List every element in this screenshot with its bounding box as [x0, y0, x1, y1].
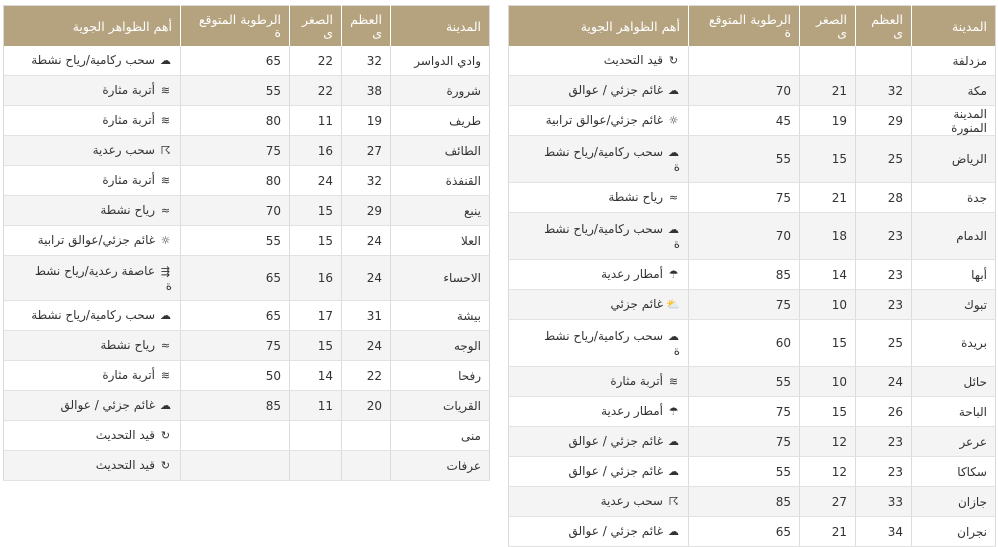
- table-row: [509, 290, 996, 320]
- weather-cell: [4, 196, 181, 226]
- min-temp-cell: 24: [290, 166, 342, 196]
- humidity-cell: 75: [689, 397, 800, 427]
- min-temp-cell: 15: [800, 136, 856, 183]
- weather-text: أتربة مثارة: [102, 368, 155, 382]
- header-max: العظم ى: [856, 6, 912, 47]
- table-row: [4, 391, 490, 421]
- storm-wind-icon: ⇶: [160, 264, 171, 278]
- humidity-cell: 70: [689, 213, 800, 260]
- min-temp-cell: 22: [290, 76, 342, 106]
- weather-cell: [4, 391, 181, 421]
- max-temp-cell: 24: [856, 367, 912, 397]
- haze-icon: ☁: [160, 399, 171, 412]
- table-row: [4, 256, 490, 301]
- min-temp-cell: [800, 46, 856, 76]
- dust-icon: ≋: [160, 114, 171, 127]
- city-cell: مزدلفة: [912, 46, 996, 76]
- weather-cell: [4, 106, 181, 136]
- city-cell: مكة: [912, 76, 996, 106]
- weather-text: سحب ركامية/رياح نشط ة: [544, 144, 680, 174]
- weather-text: قيد التحديث: [95, 458, 155, 472]
- dust-icon: ≋: [668, 375, 679, 388]
- dust-icon: ≋: [160, 174, 171, 187]
- min-temp-cell: 12: [800, 457, 856, 487]
- min-temp-cell: 21: [800, 76, 856, 106]
- haze-icon: ☁: [668, 525, 679, 538]
- humidity-cell: 75: [689, 427, 800, 457]
- table-body: [4, 46, 490, 481]
- wind-icon: ≈: [668, 191, 679, 204]
- wind-icon: ≈: [160, 339, 171, 352]
- humidity-cell: 80: [181, 166, 290, 196]
- weather-text: رياح نشطة: [100, 338, 155, 352]
- city-cell: أبها: [912, 260, 996, 290]
- humidity-cell: 85: [689, 260, 800, 290]
- weather-text: غائم جزئي/عوالق ترابية: [37, 233, 155, 247]
- table-row: [4, 331, 490, 361]
- min-temp-cell: 14: [290, 361, 342, 391]
- max-temp-cell: 34: [856, 517, 912, 547]
- table-row: [4, 166, 490, 196]
- weather-cell: [509, 213, 689, 260]
- table-row: [509, 397, 996, 427]
- weather-cell: [509, 106, 689, 136]
- weather-cell: [509, 487, 689, 517]
- city-cell: وادي الدواسر: [391, 46, 490, 76]
- weather-text: قيد التحديث: [603, 53, 663, 67]
- weather-cell: [509, 367, 689, 397]
- max-temp-cell: 29: [856, 106, 912, 136]
- weather-table-right: [508, 5, 996, 547]
- weather-cell: [509, 320, 689, 367]
- table-header-row: [509, 6, 996, 47]
- max-temp-cell: 19: [342, 106, 391, 136]
- weather-text: غائم جزئي / عوالق: [568, 524, 663, 538]
- city-cell: الطائف: [391, 136, 490, 166]
- weather-cell: [509, 517, 689, 547]
- thunder-cloud-icon: ☈: [160, 144, 171, 157]
- min-temp-cell: 17: [290, 301, 342, 331]
- min-temp-cell: 14: [800, 260, 856, 290]
- min-temp-cell: 27: [800, 487, 856, 517]
- weather-table-left: [3, 5, 490, 481]
- table-row: [509, 106, 996, 136]
- weather-text: غائم جزئي / عوالق: [568, 83, 663, 97]
- header-weather: أهم الظواهر الجوية: [4, 6, 181, 47]
- weather-text: أمطار رعدية: [601, 267, 663, 281]
- humidity-cell: 55: [181, 76, 290, 106]
- min-temp-cell: [290, 451, 342, 481]
- header-weather: أهم الظواهر الجوية: [509, 6, 689, 47]
- weather-cell: [4, 76, 181, 106]
- humidity-cell: 55: [689, 367, 800, 397]
- header-city: المدينة: [912, 6, 996, 47]
- weather-text: أتربة مثارة: [102, 113, 155, 127]
- dust-icon: ≋: [160, 84, 171, 97]
- cloud-wind-icon: ☁: [160, 309, 171, 322]
- weather-text: قيد التحديث: [95, 428, 155, 442]
- sun-haze-icon: ☼: [160, 234, 171, 247]
- humidity-cell: 65: [181, 256, 290, 301]
- max-temp-cell: 20: [342, 391, 391, 421]
- weather-cell: [4, 136, 181, 166]
- humidity-cell: 55: [689, 136, 800, 183]
- table-row: [4, 421, 490, 451]
- city-cell: منى: [391, 421, 490, 451]
- weather-text: سحب رعدية: [92, 143, 155, 157]
- haze-icon: ☁: [668, 84, 679, 97]
- city-cell: المدينة المنورة: [912, 106, 996, 136]
- table-row: [4, 451, 490, 481]
- humidity-cell: 75: [181, 331, 290, 361]
- weather-text: غائم جزئي / عوالق: [60, 398, 155, 412]
- max-temp-cell: 32: [342, 46, 391, 76]
- humidity-cell: 50: [181, 361, 290, 391]
- humidity-cell: [689, 46, 800, 76]
- humidity-cell: 65: [181, 301, 290, 331]
- city-cell: بيشة: [391, 301, 490, 331]
- table-row: [4, 106, 490, 136]
- min-temp-cell: [290, 421, 342, 451]
- dust-icon: ≋: [160, 369, 171, 382]
- weather-cell: [509, 183, 689, 213]
- table-row: [509, 427, 996, 457]
- city-cell: الاحساء: [391, 256, 490, 301]
- weather-cell: [509, 290, 689, 320]
- humidity-cell: 80: [181, 106, 290, 136]
- min-temp-cell: 18: [800, 213, 856, 260]
- weather-cell: [509, 136, 689, 183]
- min-temp-cell: 21: [800, 517, 856, 547]
- refresh-icon: ↻: [668, 54, 679, 67]
- min-temp-cell: 12: [800, 427, 856, 457]
- weather-cell: [4, 46, 181, 76]
- city-cell: تبوك: [912, 290, 996, 320]
- city-cell: عرفات: [391, 451, 490, 481]
- min-temp-cell: 15: [290, 196, 342, 226]
- humidity-cell: 55: [689, 457, 800, 487]
- weather-cell: [509, 46, 689, 76]
- city-cell: القنفذة: [391, 166, 490, 196]
- max-temp-cell: 23: [856, 290, 912, 320]
- weather-text: غائم جزئي / عوالق: [568, 464, 663, 478]
- table-row: [509, 260, 996, 290]
- table-header-row: [4, 6, 490, 47]
- weather-text: سحب رعدية: [600, 494, 663, 508]
- refresh-icon: ↻: [160, 429, 171, 442]
- weather-cell: [509, 427, 689, 457]
- humidity-cell: 55: [181, 226, 290, 256]
- header-humidity: الرطوبة المتوقع ة: [689, 6, 800, 47]
- thunder-rain-icon: ☂: [668, 268, 679, 281]
- city-cell: سكاكا: [912, 457, 996, 487]
- weather-cell: [4, 301, 181, 331]
- weather-cell: [4, 361, 181, 391]
- city-cell: بريدة: [912, 320, 996, 367]
- weather-text: غائم جزئي: [610, 297, 663, 311]
- weather-text: رياح نشطة: [100, 203, 155, 217]
- max-temp-cell: 23: [856, 260, 912, 290]
- city-cell: جازان: [912, 487, 996, 517]
- max-temp-cell: [856, 46, 912, 76]
- table-body: [509, 46, 996, 547]
- cloud-wind-icon: ☁: [668, 222, 679, 236]
- header-min: الصغر ى: [800, 6, 856, 47]
- cloud-wind-icon: ☁: [160, 54, 171, 67]
- weather-cell: [4, 451, 181, 481]
- cloud-wind-icon: ☁: [668, 145, 679, 159]
- min-temp-cell: 10: [800, 290, 856, 320]
- haze-icon: ☁: [668, 465, 679, 478]
- thunder-rain-icon: ☂: [668, 405, 679, 418]
- city-cell: القريات: [391, 391, 490, 421]
- max-temp-cell: 32: [342, 166, 391, 196]
- max-temp-cell: 24: [342, 331, 391, 361]
- max-temp-cell: 28: [856, 183, 912, 213]
- min-temp-cell: 19: [800, 106, 856, 136]
- min-temp-cell: 15: [290, 226, 342, 256]
- table-row: [4, 301, 490, 331]
- header-min: الصغر ى: [290, 6, 342, 47]
- weather-cell: [4, 226, 181, 256]
- table-row: [509, 320, 996, 367]
- weather-text: رياح نشطة: [608, 190, 663, 204]
- humidity-cell: 85: [181, 391, 290, 421]
- humidity-cell: 75: [689, 183, 800, 213]
- weather-text: أتربة مثارة: [102, 83, 155, 97]
- min-temp-cell: 16: [290, 136, 342, 166]
- max-temp-cell: 22: [342, 361, 391, 391]
- max-temp-cell: 23: [856, 427, 912, 457]
- table-row: [509, 367, 996, 397]
- weather-cell: [509, 397, 689, 427]
- city-cell: نجران: [912, 517, 996, 547]
- weather-text: أتربة مثارة: [610, 374, 663, 388]
- humidity-cell: 85: [689, 487, 800, 517]
- max-temp-cell: [342, 421, 391, 451]
- table-row: [4, 76, 490, 106]
- weather-text: غائم جزئي/عوالق ترابية: [545, 113, 663, 127]
- weather-text: أتربة مثارة: [102, 173, 155, 187]
- partly-cloudy-icon: ⛅: [666, 298, 680, 311]
- header-humidity: الرطوبة المتوقع ة: [181, 6, 290, 47]
- max-temp-cell: 27: [342, 136, 391, 166]
- min-temp-cell: 11: [290, 106, 342, 136]
- min-temp-cell: 11: [290, 391, 342, 421]
- city-cell: رفحا: [391, 361, 490, 391]
- min-temp-cell: 15: [800, 397, 856, 427]
- header-city: المدينة: [391, 6, 490, 47]
- min-temp-cell: 15: [800, 320, 856, 367]
- city-cell: الرياض: [912, 136, 996, 183]
- city-cell: طريف: [391, 106, 490, 136]
- humidity-cell: [181, 421, 290, 451]
- city-cell: الدمام: [912, 213, 996, 260]
- table-row: [4, 136, 490, 166]
- humidity-cell: 75: [689, 290, 800, 320]
- humidity-cell: 65: [689, 517, 800, 547]
- weather-cell: [509, 76, 689, 106]
- max-temp-cell: 33: [856, 487, 912, 517]
- haze-icon: ☁: [668, 435, 679, 448]
- min-temp-cell: 10: [800, 367, 856, 397]
- max-temp-cell: 31: [342, 301, 391, 331]
- table-row: [4, 361, 490, 391]
- max-temp-cell: 24: [342, 226, 391, 256]
- humidity-cell: 65: [181, 46, 290, 76]
- weather-text: سحب ركامية/رياح نشطة: [31, 308, 155, 322]
- weather-text: عاصفة رعدية/رياح نشط ة: [34, 263, 172, 293]
- sun-haze-icon: ☼: [668, 114, 679, 127]
- humidity-cell: 60: [689, 320, 800, 367]
- table-row: [4, 226, 490, 256]
- city-cell: الوجه: [391, 331, 490, 361]
- max-temp-cell: 29: [342, 196, 391, 226]
- weather-text: أمطار رعدية: [601, 404, 663, 418]
- cloud-wind-icon: ☁: [668, 329, 679, 343]
- header-max: العظم ى: [342, 6, 391, 47]
- max-temp-cell: 25: [856, 320, 912, 367]
- weather-cell: [509, 457, 689, 487]
- table-row: [4, 196, 490, 226]
- max-temp-cell: 23: [856, 213, 912, 260]
- weather-cell: [509, 260, 689, 290]
- thunder-cloud-icon: ☈: [668, 495, 679, 508]
- max-temp-cell: 24: [342, 256, 391, 301]
- humidity-cell: 75: [181, 136, 290, 166]
- max-temp-cell: 38: [342, 76, 391, 106]
- humidity-cell: 45: [689, 106, 800, 136]
- table-row: [509, 517, 996, 547]
- max-temp-cell: 26: [856, 397, 912, 427]
- max-temp-cell: [342, 451, 391, 481]
- table-row: [4, 46, 490, 76]
- table-row: [509, 46, 996, 76]
- city-cell: جدة: [912, 183, 996, 213]
- city-cell: الباحة: [912, 397, 996, 427]
- min-temp-cell: 15: [290, 331, 342, 361]
- wind-icon: ≈: [160, 204, 171, 217]
- city-cell: حائل: [912, 367, 996, 397]
- max-temp-cell: 23: [856, 457, 912, 487]
- max-temp-cell: 32: [856, 76, 912, 106]
- city-cell: العلا: [391, 226, 490, 256]
- city-cell: ينبع: [391, 196, 490, 226]
- refresh-icon: ↻: [160, 459, 171, 472]
- table-row: [509, 487, 996, 517]
- table-row: [509, 457, 996, 487]
- table-row: [509, 183, 996, 213]
- min-temp-cell: 22: [290, 46, 342, 76]
- weather-cell: [4, 166, 181, 196]
- weather-cell: [4, 256, 181, 301]
- weather-text: سحب ركامية/رياح نشط ة: [544, 328, 680, 358]
- weather-text: غائم جزئي / عوالق: [568, 434, 663, 448]
- min-temp-cell: 21: [800, 183, 856, 213]
- weather-text: سحب ركامية/رياح نشطة: [31, 53, 155, 67]
- min-temp-cell: 16: [290, 256, 342, 301]
- humidity-cell: [181, 451, 290, 481]
- city-cell: عرعر: [912, 427, 996, 457]
- weather-cell: [4, 331, 181, 361]
- max-temp-cell: 25: [856, 136, 912, 183]
- weather-text: سحب ركامية/رياح نشط ة: [544, 221, 680, 251]
- table-row: [509, 213, 996, 260]
- humidity-cell: 70: [689, 76, 800, 106]
- city-cell: شرورة: [391, 76, 490, 106]
- table-row: [509, 76, 996, 106]
- table-row: [509, 136, 996, 183]
- humidity-cell: 70: [181, 196, 290, 226]
- weather-cell: [4, 421, 181, 451]
